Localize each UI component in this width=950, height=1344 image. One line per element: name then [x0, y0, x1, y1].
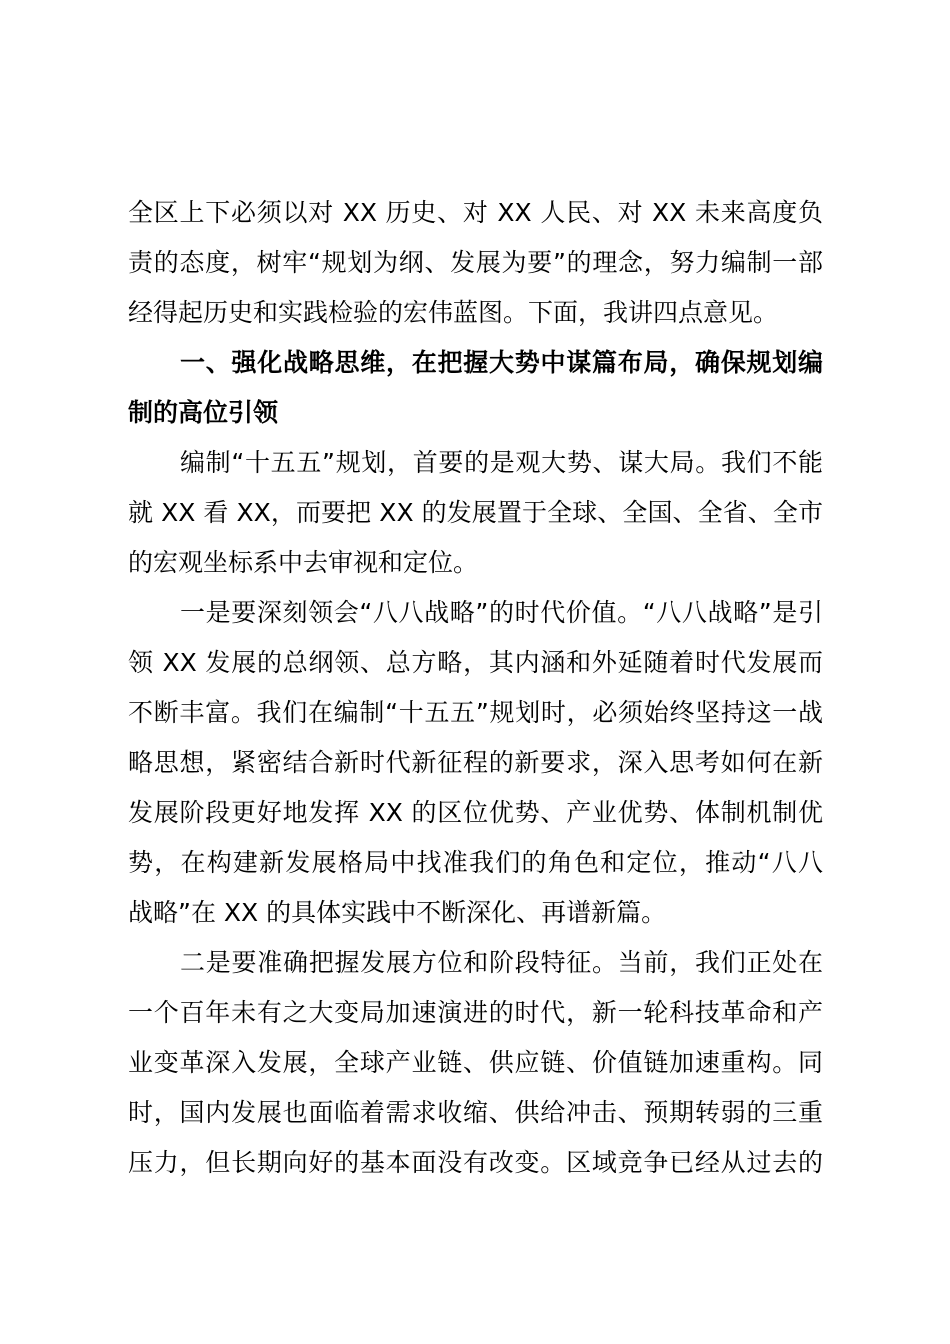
document-body — [128, 188, 823, 1188]
paragraph-line: 二是要准确把握发展方位和阶段特征。当前，我们正处在 — [180, 948, 823, 977]
paragraph-line: 的宏观坐标系中去审视和定位。 — [128, 548, 479, 577]
paragraph-line: 编制“十五五”规划，首要的是观大势、谋大局。我们不能 — [180, 448, 823, 477]
paragraph-line: 战略”在 XX 的具体实践中不断深化、再谱新篇。 — [128, 898, 667, 927]
paragraph-line: 压力，但长期向好的基本面没有改变。区域竞争已经从过去的 — [128, 1148, 823, 1177]
paragraph-line: 领 XX 发展的总纲领、总方略，其内涵和外延随着时代发展而 — [128, 648, 823, 677]
paragraph-line: 略思想，紧密结合新时代新征程的新要求，深入思考如何在新 — [128, 748, 823, 777]
paragraph-line: 全区上下必须以对 XX 历史、对 XX 人民、对 XX 未来高度负 — [128, 198, 823, 227]
paragraph-line: 业变革深入发展，全球产业链、供应链、价值链加速重构。同 — [128, 1048, 823, 1077]
paragraph-line: 就 XX 看 XX，而要把 XX 的发展置于全球、全国、全省、全市 — [128, 498, 823, 527]
paragraph-line: 经得起历史和实践检验的宏伟蓝图。下面，我讲四点意见。 — [128, 298, 779, 327]
paragraph-line: 一是要深刻领会“八八战略”的时代价值。“八八战略”是引 — [180, 598, 823, 627]
paragraph-line: 一个百年未有之大变局加速演进的时代，新一轮科技革命和产 — [128, 998, 823, 1027]
paragraph-line: 势，在构建新发展格局中找准我们的角色和定位，推动“八八 — [128, 848, 823, 877]
paragraph-line: 不断丰富。我们在编制“十五五”规划时，必须始终坚持这一战 — [128, 698, 823, 727]
paragraph-line: 时，国内发展也面临着需求收缩、供给冲击、预期转弱的三重 — [128, 1098, 823, 1127]
section-heading-line: 制的高位引领 — [128, 398, 279, 427]
section-heading-line: 一、强化战略思维，在把握大势中谋篇布局，确保规划编 — [180, 348, 823, 377]
paragraph-line: 发展阶段更好地发挥 XX 的区位优势、产业优势、体制机制优 — [128, 798, 823, 827]
paragraph-line: 责的态度，树牢“规划为纲、发展为要”的理念，努力编制一部 — [128, 248, 823, 277]
